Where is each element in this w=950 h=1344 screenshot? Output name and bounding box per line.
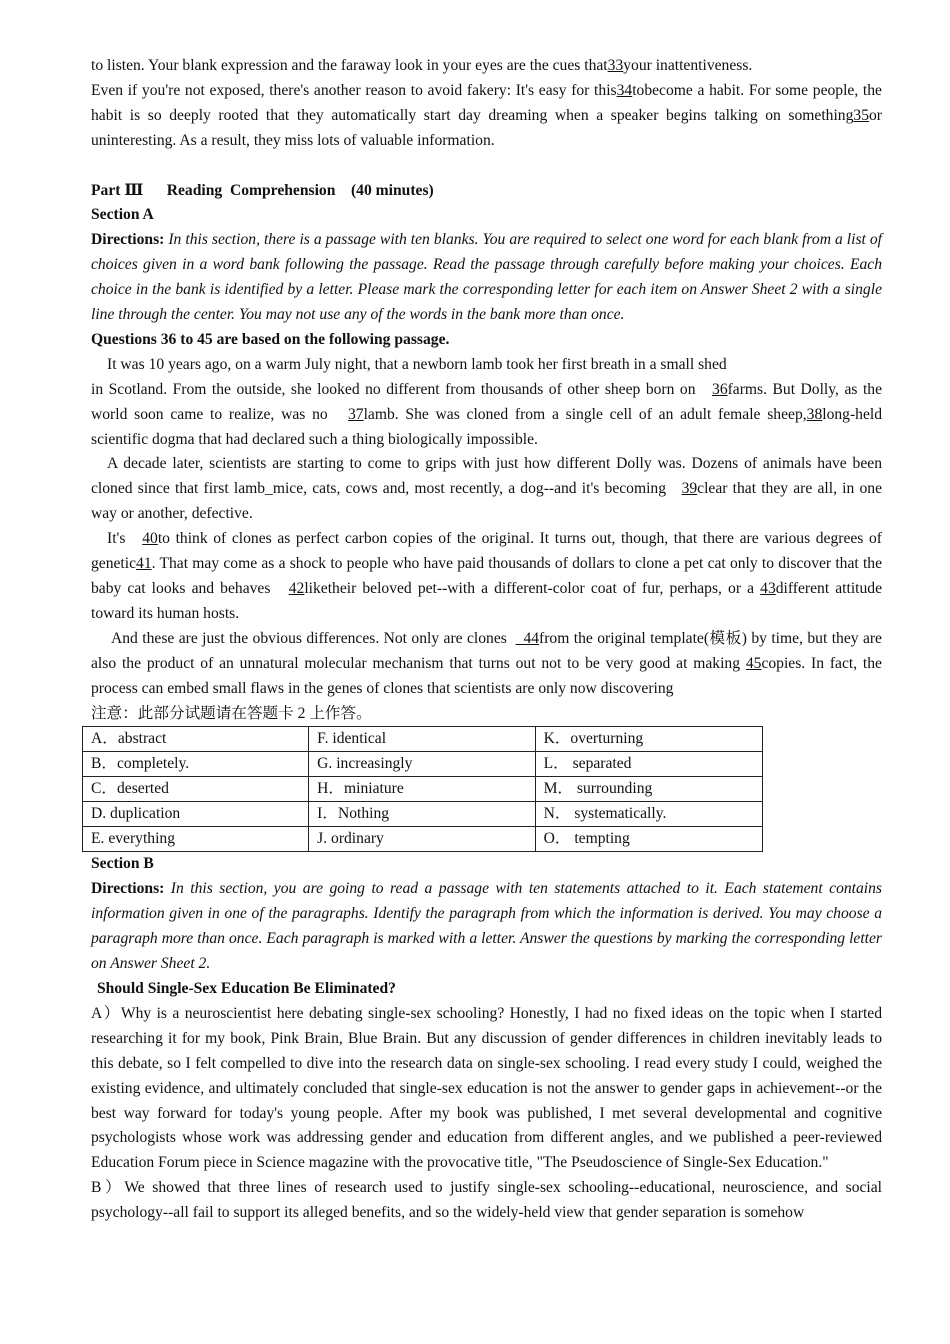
- passage-line-1: It was 10 years ago, on a warm July night, that a newborn lamb took her first breath in a small shed: [107, 355, 727, 373]
- word-bank-cell: E. everything: [83, 827, 309, 852]
- word-bank-cell: M． surrounding: [535, 777, 762, 802]
- word-bank-row: [83, 727, 763, 752]
- word-bank-cell: D. duplication: [83, 802, 309, 827]
- paragraph-a: A）Why is a neuroscientist here debating single-sex schooling? Honestly, I had no fixed ideas on the topic when I started researching it for my book, Pink Brain, Blue Brain. But any discussion of gender differences in children inevitably leads to this debate, so I felt compelled to dive into the research data on single-sex schooling. I read every study I could, weighed the existing evidence, and ultimately concluded that single-sex education is not the answer to gender gaps in achievement--or the best way forward for today's young people. After my book was published, I met several developmental and cognitive psychologists whose work was addressing gender and education from different angles, and we published a peer-reviewed Education Forum piece in Science magazine with the provocative title, "The Pseudoscience of Single-Sex Education.": [91, 1004, 882, 1172]
- word-bank-cell: C．deserted: [83, 777, 309, 802]
- word-bank-cell: J. ordinary: [309, 827, 535, 852]
- paragraph-b: B）We showed that three lines of research used to justify single-sex schooling--educational, neuroscience, and social psychology--all fail to support its alleged benefits, and so the widely-held view that gender separation is somehow: [91, 1179, 882, 1222]
- blank-42: 42: [288, 580, 305, 598]
- section-b-directions: Directions: In this section, you are going to read a passage with ten statements attached to it. Each statement contains information given in one of the paragraphs. Identify the paragraph from which the information is derived. You may choose a paragraph more than once. Each paragraph is marked with a letter. Answer the questions by marking the corresponding letter on Answer Sheet 2.: [91, 880, 882, 973]
- blank-36: 36: [712, 380, 728, 398]
- blank-35: 35: [853, 106, 869, 124]
- blank-37: 37: [347, 405, 364, 423]
- questions-heading: Questions 36 to 45 are based on the following passage.: [91, 330, 450, 348]
- passage-paragraph-2: A decade later, scientists are starting to come to grips with just how different Dolly was. Dozens of animals have been cloned since that first lamb_mice, cats, cows and, most recently, a dog--and it's becoming 39clear that they are all, in one way or another, defective.: [91, 455, 886, 523]
- section-b-heading: Section B: [91, 855, 154, 873]
- word-bank-table: [82, 726, 763, 852]
- answer-sheet-note: 注意：此部分试题请在答题卡 2 上作答。: [91, 704, 372, 722]
- blank-40: 40: [142, 530, 158, 548]
- passage-paragraph-1: in Scotland. From the outside, she looked no different from thousands of other sheep born on 36farms. But Dolly, as the world soon came to realize, was no 37lamb. She was cloned from a single cell of an adult female sheep,38long-held scientific dogma that had declared such a thing biologically impossible.: [91, 380, 886, 448]
- blank-33: 33: [607, 57, 624, 74]
- word-bank-row: [83, 752, 763, 777]
- passage-paragraph-4: And these are just the obvious differences. Not only are clones _44from the original template(模板) by time, but they are also the product of an unnatural molecular mechanism that turns out not to be very good at making 45copies. In fact, the process can embed small flaws in the genes of clones that scientists are only now discovering: [91, 629, 882, 697]
- paragraph-fakery: Even if you're not exposed, there's another reason to avoid fakery: It's easy for this34tobecome a habit. For some people, the habit is so deeply rooted that they automatically start day dreaming when a speaker begins talking on something35or uninteresting. As a result, they miss lots of valuable information.: [91, 81, 882, 149]
- word-bank-row: [83, 802, 763, 827]
- passage-paragraph-3: It's 40to think of clones as perfect carbon copies of the original. It turns out, though, that there are various degrees of genetic41. That may come as a shock to people who have paid thousands of dollars to clone a pet cat only to discover that the baby cat looks and behaves 42liketheir beloved pet--with a different-color coat of fur, perhaps, or a 43different attitude toward its human hosts.: [91, 530, 886, 622]
- word-bank-cell: N． systematically.: [535, 802, 762, 827]
- section-a-heading: Section A: [91, 206, 154, 224]
- word-bank-cell: G. increasingly: [309, 752, 535, 777]
- blank-39: 39: [681, 480, 698, 498]
- word-bank-row: [83, 827, 763, 852]
- blank-45: 45: [745, 654, 762, 672]
- passage-title: Should Single-Sex Education Be Eliminated?: [97, 979, 396, 997]
- section-a-directions: Directions: In this section, there is a passage with ten blanks. You are required to select one word for each blank from a list of choices given in a word bank following the passage. Read the passage through carefully before making your choices. Each choice in the bank is identified by a letter. Please mark the corresponding letter for each item on Answer Sheet 2 with a single line through the center. You may not use any of the words in the bank more than once.: [91, 231, 882, 324]
- blank-34: 34: [616, 81, 633, 99]
- spacer: [91, 154, 882, 179]
- blank-44: _44: [515, 629, 540, 647]
- word-bank-cell: L． separated: [535, 752, 762, 777]
- part-3-heading: Part Ⅲ Reading Comprehension (40 minutes): [91, 181, 434, 199]
- blank-41: 41: [136, 555, 152, 573]
- word-bank-cell: A．abstract: [83, 727, 309, 752]
- paragraph-fragment-33: to listen. Your blank expression and the faraway look in your eyes are the cues that33your inattentiveness.: [91, 57, 753, 74]
- word-bank-cell: B．completely.: [83, 752, 309, 777]
- blank-38: 38: [806, 405, 823, 423]
- document-page: [91, 54, 886, 1226]
- word-bank-cell: K．overturning: [535, 727, 762, 752]
- word-bank-cell: I．Nothing: [309, 802, 535, 827]
- word-bank-cell: H．miniature: [309, 777, 535, 802]
- word-bank-row: [83, 777, 763, 802]
- blank-43: 43: [760, 580, 776, 598]
- word-bank-cell: F. identical: [309, 727, 535, 752]
- word-bank-cell: O． tempting: [535, 827, 762, 852]
